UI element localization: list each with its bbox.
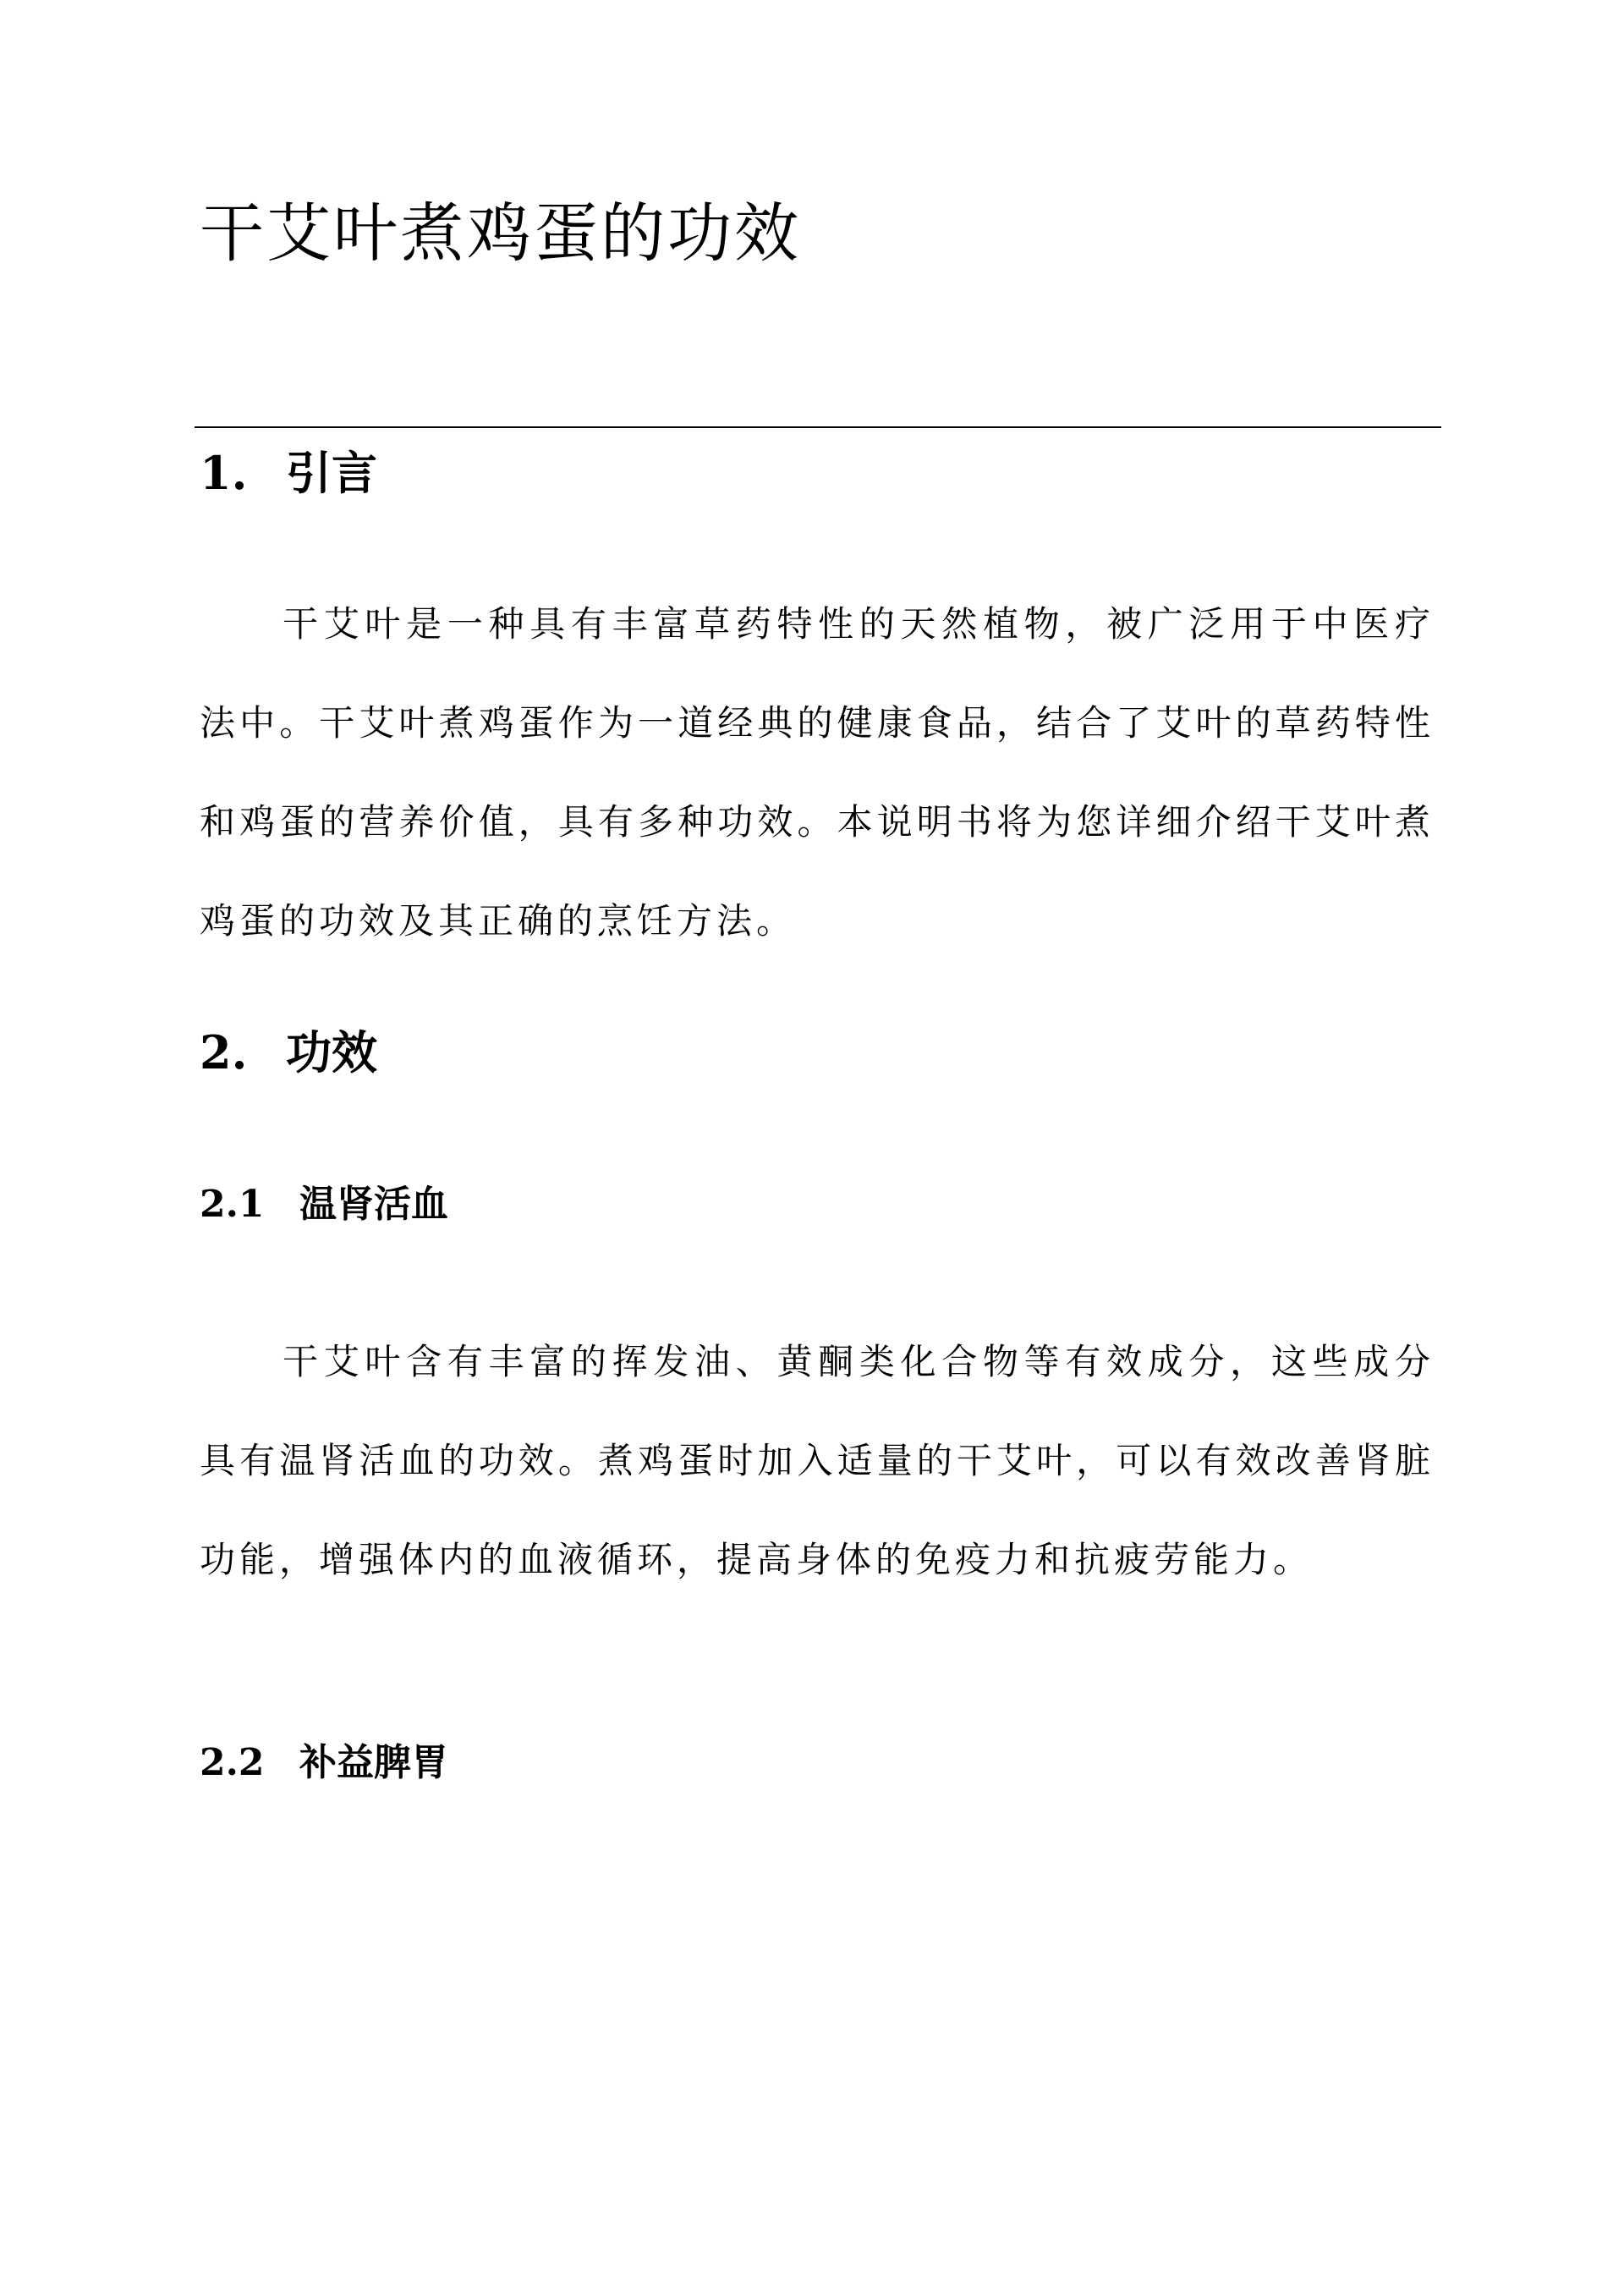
document-title: 干艾叶煮鸡蛋的功效	[200, 195, 801, 271]
section-heading-introduction	[200, 446, 377, 501]
subsection-number: 2.2	[200, 1741, 265, 1784]
section-number: 2.	[200, 1025, 248, 1079]
section-title: 功效	[286, 1025, 377, 1079]
subsection-heading-warm-kidney	[200, 1183, 448, 1228]
warm-kidney-paragraph: 干艾叶含有丰富的挥发油、黄酮类化合物等有效成分，这些成分具有温肾活血的功效。煮鸡蛋时加入适量的干艾叶，可以有效改善肾脏功能，增强体内的血液循环，提高身体的免疫力和抗疲劳能力。	[200, 1341, 1435, 1580]
section-title: 引言	[286, 446, 377, 500]
introduction-paragraph: 干艾叶是一种具有丰富草药特性的天然植物，被广泛用于中医疗法中。干艾叶煮鸡蛋作为一道经典的健康食品，结合了艾叶的草药特性和鸡蛋的营养价值，具有多种功效。本说明书将为您详细介绍干艾叶煮鸡蛋的功效及其正确的烹饪方法。	[200, 603, 1435, 942]
subsection-heading-spleen-stomach	[200, 1741, 448, 1786]
section-number: 1.	[200, 446, 248, 500]
subsection-number: 2.1	[200, 1183, 265, 1226]
subsection-title: 补益脾胃	[299, 1741, 448, 1784]
title-divider	[195, 426, 1441, 428]
section-heading-effects	[200, 1025, 377, 1080]
subsection-title: 温肾活血	[299, 1183, 448, 1226]
